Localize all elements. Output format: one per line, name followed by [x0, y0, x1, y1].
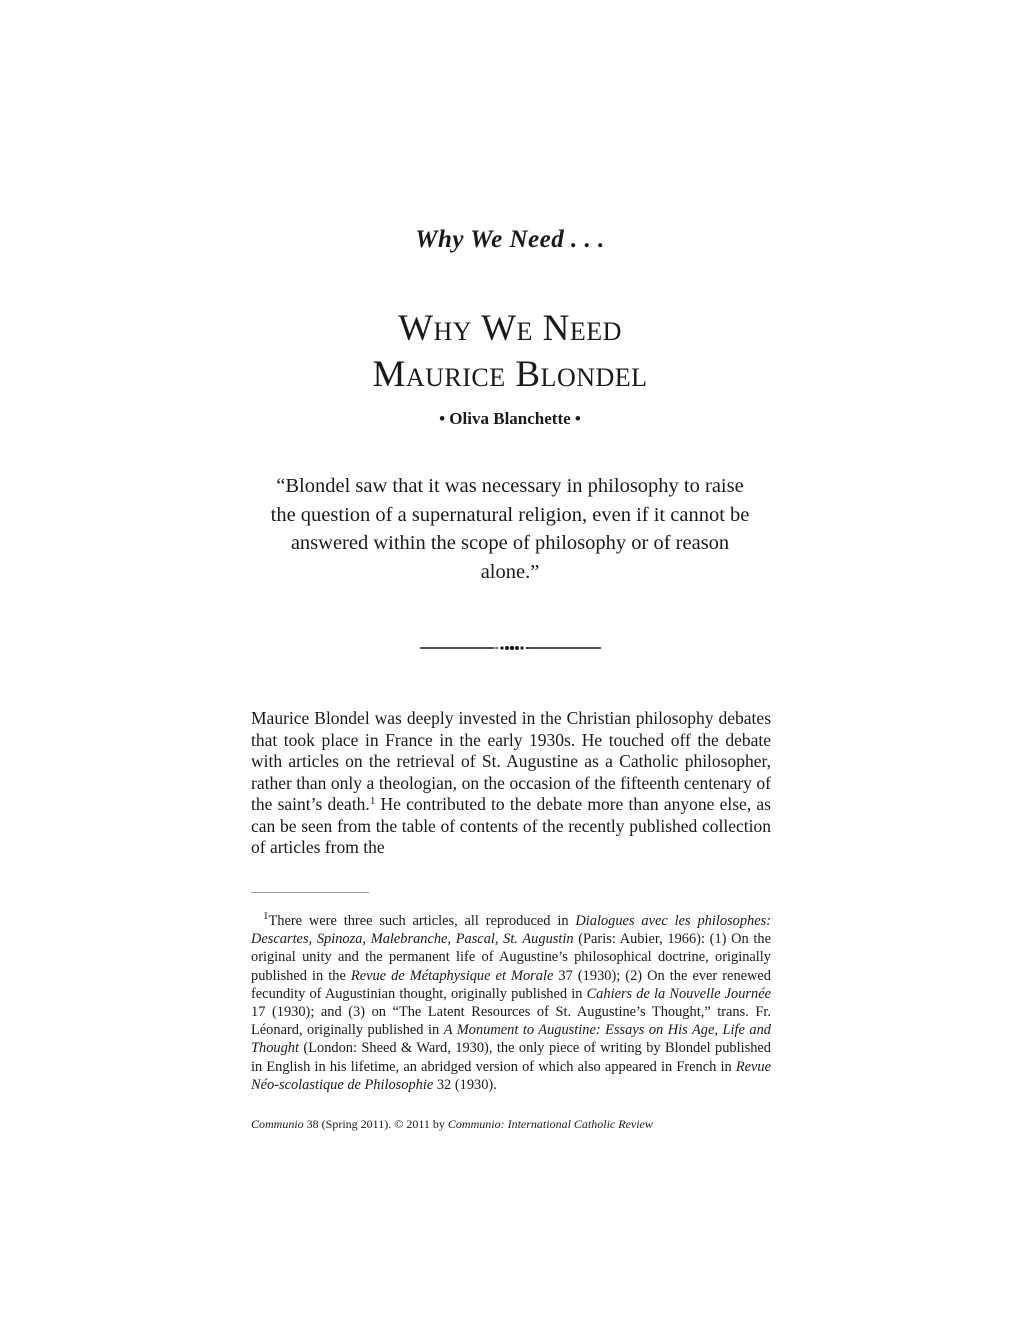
ornament-divider-icon — [420, 642, 601, 654]
footnote-title: Dialogues avec les philosophes: Descartes, Spinoza, Malebranche, Pascal, St. Augustin — [251, 913, 771, 948]
footnote-text: 32 (1930). — [433, 1076, 497, 1093]
footnote-divider — [251, 892, 369, 893]
body-text-part-2: He contributed to the debate more than anyone else, as can be seen from the table of contents of the recently published collection of articles from the — [251, 794, 771, 857]
footnote-title: Revue de Métaphysique et Morale — [350, 967, 554, 984]
footnote-text: (Paris: Aubier, 1966): (1) On the original unity and the permanent life of Augustine’s philosophical doctrine, originally published in the — [251, 931, 771, 984]
title-line-1: Why We Need — [398, 308, 622, 349]
footnote-text: (London: Sheed & Ward, 1930), the only piece of writing by Blondel published in English in his lifetime, an abridged version of which also appeared in French in — [251, 1040, 771, 1075]
epigraph-quote: “Blondel saw that it was necessary in philosophy to raise the question of a supernatural religion, even if it cannot be answered within the scope of philosophy or of reason alone.” — [270, 475, 750, 583]
footnote-title: A Monument to Augustine: Essays on His Age, Life and Thought — [251, 1022, 771, 1057]
journal-publisher: Communio: International Catholic Review — [447, 1117, 653, 1131]
footnote-title: Revue Néo-scolastique de Philosophie — [251, 1058, 771, 1093]
author-name: • Oliva Blanchette • — [439, 409, 581, 428]
section-heading: Why We Need . . . — [415, 226, 605, 253]
footnote-text: 37 (1930); (2) On the ever renewed fecundity of Augustinian thought, originally published in — [251, 967, 772, 1002]
body-paragraph — [251, 708, 771, 859]
footnote-number: 1 — [263, 910, 269, 922]
footnote-text: There were three such articles, all reproduced in — [268, 913, 576, 929]
title-line-2: Maurice Blondel — [372, 354, 648, 395]
journal-citation — [251, 1117, 653, 1132]
footnote-title: Cahiers de la Nouvelle Journée — [586, 985, 771, 1002]
footnote-text: 17 (1930); and (3) on “The Latent Resources of St. Augustine’s Thought,” trans. Fr. Léonard, originally published in — [251, 1004, 771, 1039]
article-title — [0, 306, 1020, 398]
footnote — [251, 912, 771, 1094]
journal-name: Communio — [251, 1117, 304, 1131]
body-text-part-1: Maurice Blondel was deeply invested in the Christian philosophy debates that took place in France in the early 1930s. He touched off the debate with articles on the retrieval of St. Augustine as a Catholic philosopher, rather than only a theologian, on the occasion of the fifteenth centenary of the saint’s death. — [251, 708, 771, 814]
journal-issue: 38 (Spring 2011). © 2011 by — [303, 1117, 448, 1131]
footnote-reference[interactable]: 1 — [369, 795, 376, 807]
